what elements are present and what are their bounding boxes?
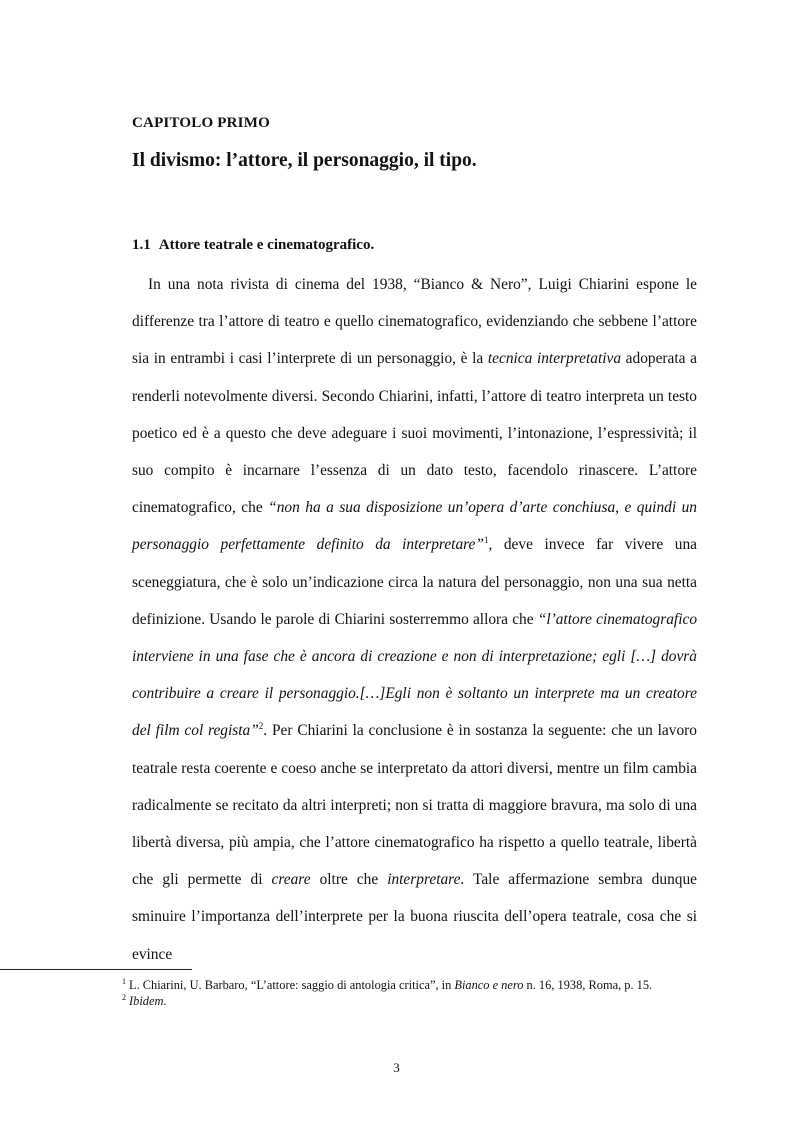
footnote-divider	[0, 969, 192, 970]
paragraph-emphasis: tecnica interpretativa	[487, 350, 622, 368]
footnote-italic: Ibidem	[129, 994, 164, 1008]
paragraph-quote: “non ha a sua disposizione un’opera d’arte conchiusa, e quindi un personaggio perfettamente definito da interpretare”	[132, 499, 697, 554]
footnote	[122, 977, 702, 993]
paragraph-text: adoperata a renderli notevolmente diversi. Secondo Chiarini, infatti, l’attore di teatro interpreta un testo poetico ed è a questo che deve adeguare i suoi movimenti, l’intonazione, l’espressività; il suo compito è incarnare l’essenza di un dato testo, facendolo rinascere. L’attore cinematografico, che	[132, 350, 697, 517]
paragraph-emphasis: creare	[271, 871, 311, 889]
footnote-text: L. Chiarini, U. Barbaro, “L’attore: saggio di antologia critica”, in	[129, 978, 455, 992]
footnote-italic: Bianco e nero	[454, 978, 524, 992]
body-paragraph	[132, 266, 697, 973]
page-number: 3	[393, 1060, 400, 1075]
footnote-text: n. 16, 1938, Roma, p. 15.	[523, 978, 653, 992]
section-title: Attore teatrale e cinematografico.	[158, 237, 375, 253]
footnotes	[122, 977, 702, 1009]
footnote-marker: 1	[122, 976, 126, 986]
paragraph-text: . Per Chiarini la conclusione è in sostanza la seguente: che un lavoro teatrale resta coerente e coeso anche se interpretato da attori diversi, mentre un film cambia radicalmente se recitato da altri interpreti; non si tratta di maggiore bravura, ma solo di una libertà diversa, più ampia, che l’attore cinematografico ha rispetto a quello teatrale, libertà che gli permette di	[132, 722, 697, 889]
section-number: 1.1	[132, 237, 151, 253]
paragraph-text: . Tale affermazione sembra dunque sminuire l’importanza dell’interprete per la buona riuscita dell’opera teatrale, cosa che si evince	[132, 871, 697, 963]
chapter-title: Il divismo: l’attore, il personaggio, il tipo.	[132, 150, 477, 171]
paragraph-emphasis: interpretare	[387, 871, 461, 889]
footnote-marker: 2	[122, 992, 126, 1002]
chapter-label: CAPITOLO PRIMO	[132, 115, 270, 131]
paragraph-text: , deve invece far vivere una sceneggiatura, che è solo un’indicazione circa la natura del personaggio, non una sua netta definizione. Usando le parole di Chiarini sosterremmo allora che	[132, 536, 697, 628]
footnote-text: .	[163, 994, 167, 1008]
paragraph-quote: “l’attore cinematografico interviene in una fase che è ancora di creazione e non di interpretazione; egli […] dovrà contribuire a creare il personaggio.[…]Egli non è soltanto un interprete ma un creatore del film col regista”	[132, 610, 698, 740]
footnote-ref[interactable]: 2	[258, 721, 264, 732]
paragraph-text: In una nota rivista di cinema del 1938, “Bianco & Nero”, Luigi Chiarini espone le differenze tra l’attore di teatro e quello cinematografico, evidenziando che sebbene l’attore sia in entrambi i casi l’interprete di un personaggio, è la	[132, 276, 697, 368]
footnote-ref[interactable]: 1	[483, 535, 489, 546]
footnote	[122, 993, 702, 1009]
paragraph-text: oltre che	[310, 871, 388, 889]
section-heading	[132, 237, 374, 254]
